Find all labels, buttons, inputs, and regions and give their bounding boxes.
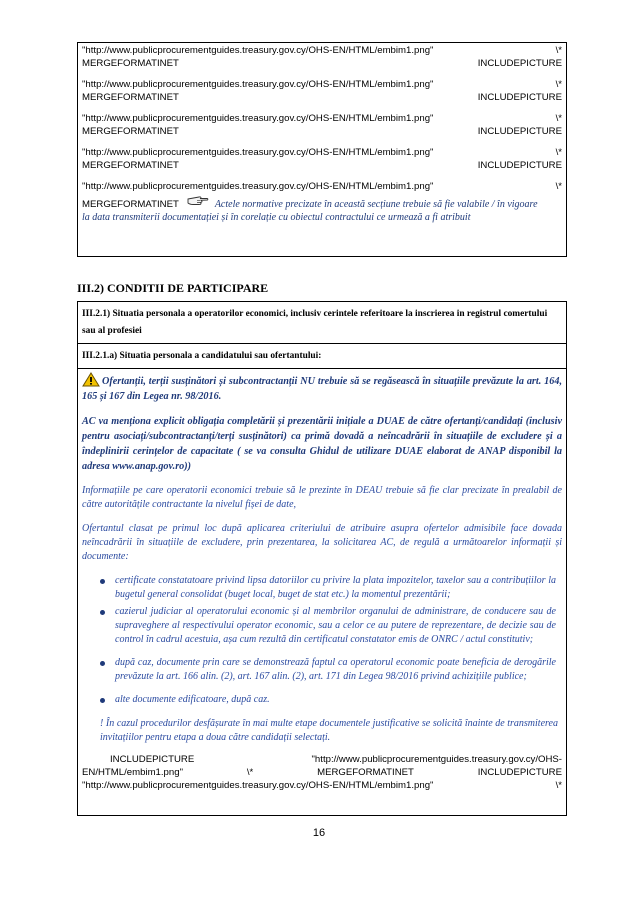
url-field: "http://www.publicprocurementguides.treasury.gov.cy/OHS-EN/HTML/embim1.png"	[82, 147, 434, 158]
merge-text: MERGEFORMATINET	[82, 126, 179, 137]
field-pair-2	[82, 78, 562, 104]
switch-text: \*	[555, 45, 562, 56]
content-cell	[78, 369, 566, 795]
field-codes-box	[77, 42, 567, 257]
page-number: 16	[312, 827, 326, 839]
include-text: INCLUDEPICTURE	[477, 58, 562, 69]
merge-text: MERGEFORMATINET	[82, 92, 179, 103]
field-pair-3	[82, 112, 562, 138]
multi-stage-note: ! În cazul procedurilor desfășurate în mai multe etape documentele justificative se solicită înainte de transmiterea invitațiilor pentru etapa a doua către candidații selectați.	[100, 718, 558, 743]
switch-text: \*	[246, 767, 254, 778]
switch-text: \*	[555, 147, 562, 158]
switch-text: \*	[555, 79, 562, 90]
header-3-2-1: III.2.1) Situatia personala a operatorilor economici, inclusiv cerintele referitoare la inscrierea in registrul comertului	[82, 309, 548, 319]
switch-text: \*	[555, 181, 562, 192]
ofertant-paragraph: Ofertantul clasat pe primul loc după aplicarea criteriului de atribuire asupra ofertelor admisibile face dovada neîncadrării în situațiile de excludere, prin prezentarea, la solicitarea AC, de regulă a următoarelor informații și documente:	[82, 523, 562, 562]
url-end-text: EN/HTML/embim1.png"	[82, 767, 183, 778]
url-field: "http://www.publicprocurementguides.treasury.gov.cy/OHS-EN/HTML/embim1.png"	[82, 780, 434, 791]
footer-field-codes	[82, 753, 562, 792]
header-row-1	[78, 302, 566, 344]
list-item	[82, 656, 562, 684]
include-text: INCLUDEPICTURE	[110, 754, 195, 765]
conditions-box	[77, 301, 567, 816]
note-text-line2: la data transmiterii documentației și în corelație cu obiectul contractului ce urmează a fi atribuit	[82, 212, 471, 223]
url-start-text: "http://www.publicprocurementguides.treasury.gov.cy/OHS-	[311, 754, 562, 765]
field-pair-4	[82, 146, 562, 172]
include-text: INCLUDEPICTURE	[477, 160, 562, 171]
url-field: "http://www.publicprocurementguides.treasury.gov.cy/OHS-EN/HTML/embim1.png"	[82, 45, 434, 56]
list-item-text: certificate constatatoare privind lipsa datoriilor cu privire la plata impozitelor, taxelor sau a contribuțiilor la bugetul general consolidat (buget local, buget de stat etc.) la momentul prezentării;	[115, 575, 556, 600]
warning-paragraph	[82, 372, 562, 404]
list-item-text: alte documente edificatoare, după caz.	[115, 694, 270, 705]
url-field: "http://www.publicprocurementguides.treasury.gov.cy/OHS-EN/HTML/embim1.png"	[82, 113, 434, 124]
documents-list	[82, 574, 562, 707]
include-text: INCLUDEPICTURE	[477, 126, 562, 137]
note-line	[82, 197, 562, 211]
section-title: III.2) CONDITII DE PARTICIPARE	[77, 281, 269, 295]
list-item	[82, 574, 562, 602]
merge-text: MERGEFORMATINET	[82, 199, 179, 210]
merge-text: MERGEFORMATINET	[82, 160, 179, 171]
field-pair-1	[82, 44, 562, 70]
header-3-2-1-a: III.2.1.a) Situatia personala a candidatului sau ofertantului:	[82, 351, 322, 361]
warning-text: Ofertanții, terții susținători și subcontractanții NU trebuie să se regăsească în situațiile prevăzute la art. 164, 165 și 167 din Legea nr. 98/2016.	[82, 376, 562, 402]
include-text: INCLUDEPICTURE	[477, 767, 562, 778]
bullet-dot-icon	[100, 698, 105, 703]
pointing-hand-icon	[187, 193, 209, 207]
switch-text: \*	[555, 780, 562, 791]
header-3-2-1-line2: sau al profesiei	[82, 326, 142, 336]
bullet-dot-icon	[100, 610, 105, 615]
bullet-dot-icon	[100, 661, 105, 666]
header-row-2	[78, 344, 566, 369]
merge-text: MERGEFORMATINET	[82, 58, 179, 69]
field-last	[82, 180, 562, 193]
merge-text: MERGEFORMATINET	[317, 767, 414, 778]
include-text: INCLUDEPICTURE	[477, 92, 562, 103]
url-field: "http://www.publicprocurementguides.treasury.gov.cy/OHS-EN/HTML/embim1.png"	[82, 181, 434, 192]
warning-icon	[82, 372, 100, 387]
list-item	[82, 693, 562, 707]
list-item-text: după caz, documente prin care se demonstrează faptul ca operatorul economic poate beneficia de derogările prevăzute la art. 166 alin. (2), art. 167 alin. (2), art. 171 din Legea 98/2016 privind achizițiile publice;	[115, 657, 556, 682]
switch-text: \*	[555, 113, 562, 124]
ac-paragraph: AC va menționa explicit obligația completării și prezentării inițiale a DUAE de către ofertanți/candidați (inclusiv pentru asociați/subcontractanți/terți susținători) ca primă dovadă a neîncadrării în situațiile de excludere și a îndeplinirii cerințelor de capacitate ( se va consulta Ghidul de utilizare DUAE elaborat de ANAP disponibil la adresa www.anap.gov.ro))	[82, 416, 562, 472]
list-item-text: cazierul judiciar al operatorului economic și al membrilor organului de administrare, de conducere sau de supraveghere al respectivului operator economic, sau a celor ce au putere de reprezentare, de decizie sau de control în cadrul acestuia, așa cum rezultă din certificatul constatator emis de ONRC / actul constitutiv;	[115, 606, 556, 645]
bullet-dot-icon	[100, 579, 105, 584]
info-paragraph: Informațiile pe care operatorii economici trebuie să le prezinte în DEAU trebuie să fie clar precizate în prealabil de către autoritățile contractante la nivelul fișei de date,	[82, 485, 562, 510]
list-item	[82, 605, 562, 647]
url-field: "http://www.publicprocurementguides.treasury.gov.cy/OHS-EN/HTML/embim1.png"	[82, 79, 434, 90]
note-text: Actele normative precizate în această secțiune trebuie să fie valabile / în vigoare	[214, 199, 538, 210]
